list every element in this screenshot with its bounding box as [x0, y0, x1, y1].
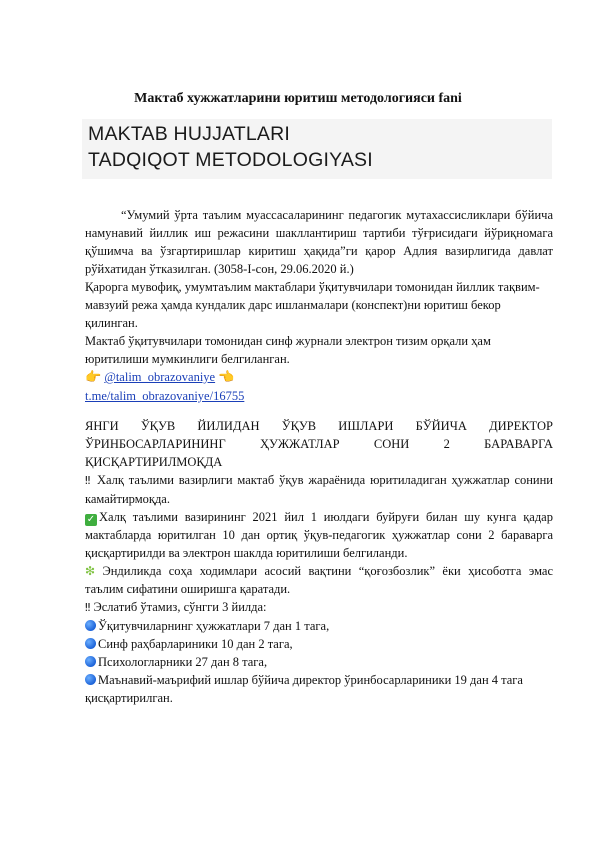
list-item-text: Психологларники 27 дан 8 тага,: [98, 655, 268, 669]
list-item-text: Ўқитувчиларнинг ҳужжатлари 7 дан 1 тага,: [98, 619, 330, 633]
list-item-text: Синф раҳбарлариники 10 дан 2 тага,: [98, 637, 293, 651]
paragraph-decree: “Умумий ўрта таълим муассасаларининг педагогик мутахассисликлари бўйича намунавий йиллик иш режасини шакллантириш тартиби тўғрисидаги йўриқномага қўшимча ва ўзгартиришлар киритиш ҳақида”ги қарор Адлия вазирлигида давлат рўйхатидан ўтказилган. (3058-I-сон, 29.06.2020 й.): [85, 208, 553, 276]
pointing-right-icon: 👉: [85, 370, 102, 385]
handle-link[interactable]: @talim_obrazovaniye: [104, 370, 216, 384]
list-item-text: Маънавий-маърифий ишлар бўйича директор ўринбосарлариники 19 дан 4 тага қисқартирилган.: [85, 673, 523, 705]
blue-circle-icon: [85, 674, 96, 685]
blue-circle-icon: [85, 620, 96, 631]
check-line: [85, 508, 553, 562]
banner-line-2: TADQIQOT METODOLOGIYASI: [88, 149, 373, 171]
reminder-text: Эслатиб ўтамиз, сўнгги 3 йилда:: [93, 600, 267, 614]
alert-text: Халқ таълими вазирлиги мактаб ўқув жараёнида юритиладиган ҳужжатлар сонини камайтирмоқда.: [85, 473, 553, 506]
blue-circle-icon: [85, 638, 96, 649]
banner-line-1: MAKTAB HUJJATLARI: [88, 123, 291, 145]
list-item: [85, 671, 553, 707]
paragraph-journal: Мактаб ўқитувчилари томонидан синф журнали электрон тизим орқали ҳам юритилиши мумкинлиги белгиланган.: [85, 334, 491, 366]
check-mark-icon: ✓: [86, 514, 96, 525]
list-item: [85, 635, 553, 653]
pointing-left-icon: 👈: [218, 370, 235, 385]
list-item: [85, 617, 553, 635]
double-exclamation-icon: ‼: [85, 601, 91, 614]
document-body: [85, 206, 553, 707]
sparkle-line: [85, 562, 553, 598]
subject-title: Мактаб хужжатларини юритиш методологияси fani: [134, 91, 462, 106]
section-heading: ЯНГИ ЎҚУВ ЙИЛИДАН ЎҚУВ ИШЛАРИ БЎЙИЧА ДИРЕКТОР ЎРИНБОСАРЛАРИНИНГ ҲУЖЖАТЛАР СОНИ 2 БАРАВАРГА ҚИСҚАРТИРИЛМОҚДА: [85, 419, 553, 469]
post-link[interactable]: t.me/talim_obrazovaniye/16755: [85, 389, 245, 403]
alert-line: [85, 471, 553, 508]
reminder-line: [85, 598, 553, 617]
blue-circle-icon: [85, 656, 96, 667]
sparkle-text: Эндиликда соҳа ходимлари асосий вақтини “қоғозбозлик” ёки ҳисоботга эмас таълим сифатини оширишга қаратади.: [85, 564, 554, 596]
title-banner: [82, 119, 552, 179]
handle-line: [85, 368, 553, 387]
paragraph-cancellation: Қарорга мувофиқ, умумтаълим мактаблари ўқитувчилари томонидан йиллик тақвим-мавзуий режа ҳамда кундалик дарс ишланмалари (конспект)ни юритиш бекор қилинган.: [85, 280, 540, 330]
list-item: [85, 653, 553, 671]
sparkle-icon: ❇: [85, 564, 96, 578]
double-exclamation-icon: ‼: [85, 474, 93, 487]
check-text: Халқ таълими вазирининг 2021 йил 1 июлдаги буйруғи билан шу кунга қадар мактабларда юритилган 10 дан ортиқ ўқув-педагогик ҳужжатлар сони 2 бараварга қисқартирилди ва электрон шаклда юритилиши белгиланди.: [85, 510, 553, 560]
